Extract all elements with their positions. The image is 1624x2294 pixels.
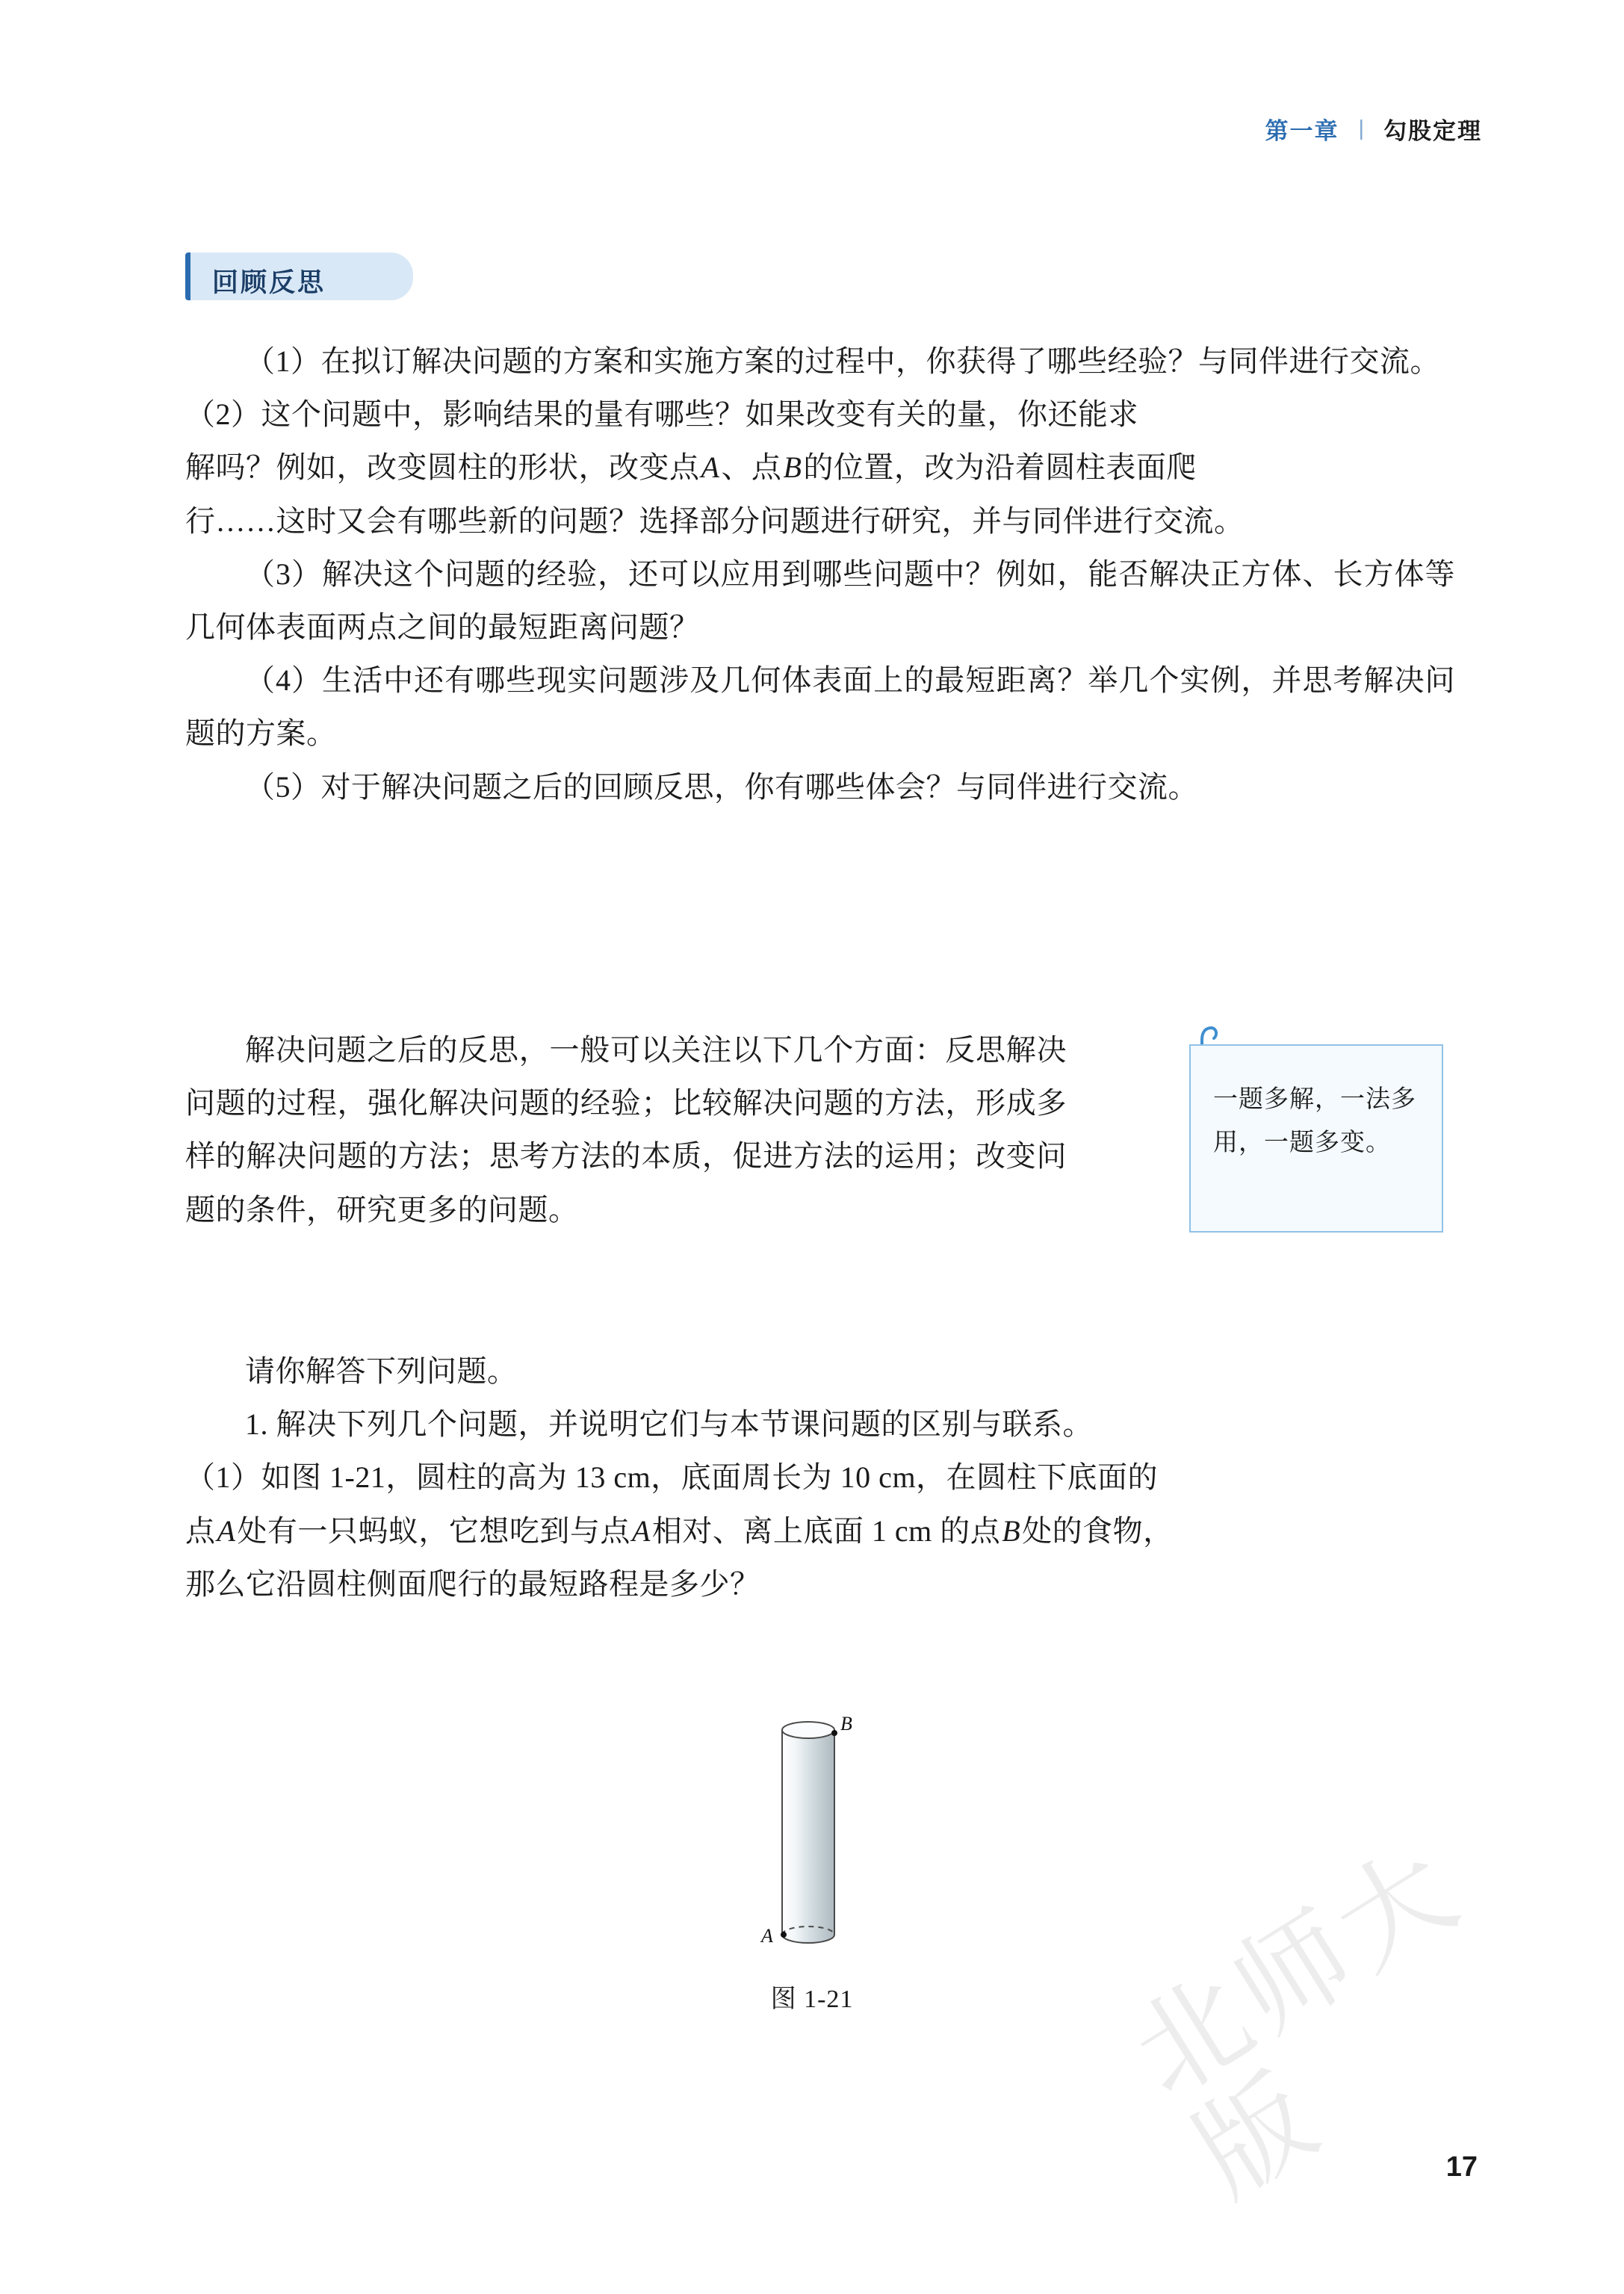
question-2-line1: （2）这个问题中，影响结果的量有哪些？如果改变有关的量，你还能求 (185, 397, 1138, 432)
reflection-block (185, 1023, 1067, 1236)
task-sub-1-b1: 点 (185, 1513, 216, 1548)
question-2-line2c: 的位置，改为沿着圆柱表面爬 (803, 450, 1197, 485)
question-4: （4）生活中还有哪些现实问题涉及几何体表面上的最短距离？举几个实例，并思考解决问题的方案。 (185, 663, 1455, 751)
task-item-1: 1. 解决下列几个问题，并说明它们与本节课问题的区别与联系。 (245, 1407, 1093, 1442)
reflection-paragraph: 解决问题之后的反思，一般可以关注以下几个方面：反思解决问题的过程，强化解决问题的经验；比较解决问题的方法，形成多样的解决问题的方法；思考方法的本质，促进方法的运用；改变问题的条件，研究更多的问题。 (185, 1033, 1067, 1227)
tasks-intro: 请你解答下列问题。 (245, 1354, 518, 1388)
task-sub-1-b2: 处有一只蚂蚁，它想吃到与点 (237, 1513, 630, 1548)
question-5: （5）对于解决问题之后的回顾反思，你有哪些体会？与同伴进行交流。 (245, 769, 1198, 804)
side-note (1189, 1044, 1443, 1233)
section-tag-accent-bar (185, 252, 190, 300)
section-tag (185, 252, 413, 300)
svg-text:A: A (761, 1925, 773, 1947)
task-sub-1-b4: 处的食物， (1022, 1513, 1174, 1548)
watermark: 北师大版 (1112, 1824, 1483, 2219)
side-note-text: 一题多解，一法多用，一题多变。 (1213, 1086, 1416, 1156)
question-2-math-b: B (783, 450, 802, 485)
page-header (1265, 112, 1482, 146)
question-2-line2a: 解吗？例如，改变圆柱的形状，改变点 (185, 450, 700, 485)
svg-text:B: B (840, 1713, 852, 1735)
question-2-line2b: 、点 (721, 450, 782, 485)
header-chapter: 第一章 (1265, 118, 1339, 144)
figure-caption: 图 1-21 (770, 1985, 854, 2013)
question-1: （1）在拟订解决问题的方案和实施方案的过程中，你获得了哪些经验？与同伴进行交流。 (245, 344, 1440, 378)
section-tag-label: 回顾反思 (212, 268, 326, 297)
task-sub-1-math-3: B (1002, 1513, 1021, 1548)
question-3: （3）解决这个问题的经验，还可以应用到哪些问题中？例如，能否解决正方体、长方体等几何体表面两点之间的最短距离问题？ (185, 557, 1455, 644)
task-sub-1-math-2: A (631, 1513, 651, 1548)
task-sub-1-line1: （1）如图 1-21，圆柱的高为 13 cm，底面周长为 10 cm，在圆柱下底面的 (185, 1460, 1159, 1495)
question-2-math-a: A (701, 450, 720, 485)
cylinder-diagram (715, 1711, 909, 1965)
task-sub-1-b3: 相对、离上底面 1 cm 的点 (651, 1513, 1001, 1548)
task-sub-1-math-1: A (217, 1513, 236, 1548)
header-chapter-title: 勾股定理 (1383, 118, 1482, 144)
question-2-line3: 行……这时又会有哪些新的问题？选择部分问题进行研究，并与同伴进行交流。 (185, 503, 1245, 538)
task-sub-1-line3: 那么它沿圆柱侧面爬行的最短路程是多少？ (185, 1566, 760, 1601)
questions-block (185, 335, 1455, 813)
task-sub-1 (185, 1451, 1455, 1611)
question-2 (185, 388, 1455, 548)
page-number: 17 (1445, 2151, 1478, 2183)
header-separator: | (1358, 117, 1364, 140)
tasks-block (185, 1345, 1455, 1611)
figure-1-21 (0, 1711, 1624, 2015)
